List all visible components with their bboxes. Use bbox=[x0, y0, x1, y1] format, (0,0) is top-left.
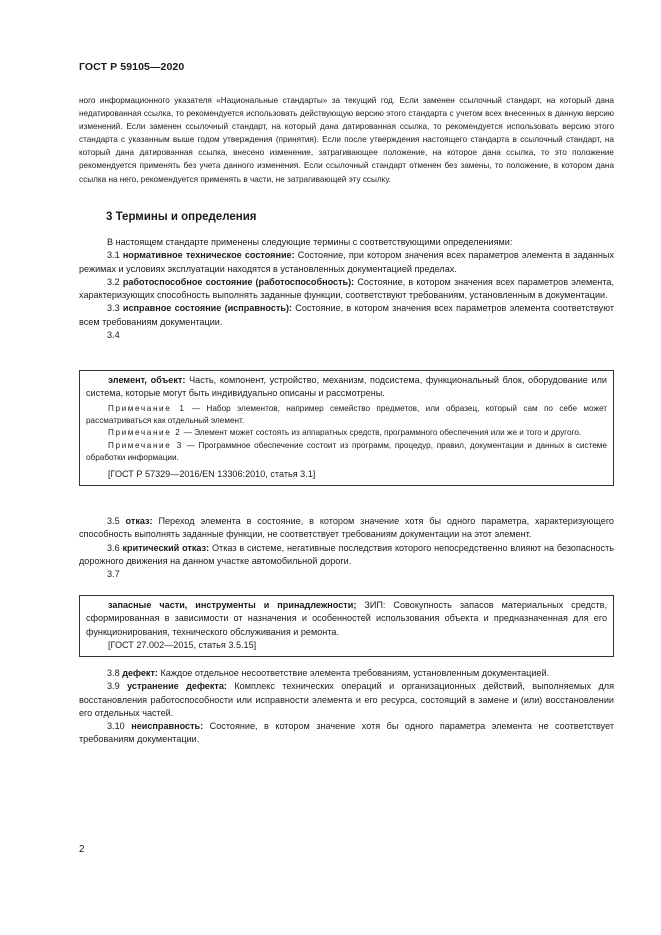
term-definition: Состояние, при котором значения всех параметров элемента в заданных режимах и условиях эксплуатации находятся в установленных документацией пределах. bbox=[79, 250, 614, 274]
term-definition: Состояние, в котором значения всех параметров элемента соответствуют всем требованиям документации. bbox=[79, 303, 614, 327]
term-definition: Состояние, в котором значения всех параметров элемента, характеризующих способность выполнять заданные функции, соответствуют требованиям, установленным в документации. bbox=[79, 276, 614, 301]
terms-block-1 bbox=[79, 236, 614, 342]
term-definition: Переход элемента в состояние, в котором значение хотя бы одного параметра, характеризующего способность выполнять заданные функции, не соответствует требованиям документации на этот элемент. bbox=[79, 516, 614, 540]
term-box-3-7 bbox=[79, 595, 614, 657]
term-definition: Комплекс технических операций и организационных действий, выполняемых для восстановления работоспособности или исправности элемента и его ресурса, состоящий в замене и (или) восстановлении его отдельных частей. bbox=[79, 681, 614, 718]
lead-paragraph: В настоящем стандарте применены следующие термины с соответствующими определениями: bbox=[107, 237, 513, 247]
terms-block-3 bbox=[79, 667, 614, 747]
term-3-3: 3.3 исправное состояние (исправность): Состояние, в котором значения всех параметров элемента соответствуют всем требованиям документации. bbox=[79, 303, 614, 327]
page-number: 2 bbox=[79, 844, 85, 855]
term-title: запасные части, инструменты и принадлежности; bbox=[108, 600, 357, 610]
terms-block-2 bbox=[79, 515, 614, 581]
term-definition: Отказ в системе, негативные последствия которого непосредственно влияют на безопасность дорожного движения на данном участке автомобильной дороги. bbox=[79, 542, 615, 566]
term-3-7 bbox=[86, 599, 607, 639]
term-definition: Состояние, в котором значение хотя бы одного параметра элемента не соответствует требованиям документации. bbox=[79, 721, 614, 745]
term-title: неисправность: bbox=[131, 721, 204, 732]
document-header: ГОСТ Р 59105—2020 bbox=[79, 61, 185, 73]
intro-paragraph: ного информационного указателя «Национальные стандарты» за текущий год. Если заменен ссылочный стандарт, на который дана недатированная ссылка, то рекомендуется использовать действующую версию этого стандарта с учетом всех внесенных в данную версию изменений. Если заменен ссылочный стандарт, на который дана датированная ссылка, то рекомендуется использовать версию этого стандарта с указанным выше годом утверждения (принятия). Если после утверждения настоящего стандарта в ссылочный стандарт, на который дана датированная ссылка, внесено изменение, затрагивающее положение, на которое дана ссылка, то это положение рекомендуется применять без учета данного изменения. Если ссылочный стандарт отменен без замены, то положение, в котором дана ссылка на него, рекомендуется применять в части, не затрагивающей эту ссылку. bbox=[79, 96, 614, 184]
section-title: 3 Термины и определения bbox=[106, 211, 257, 223]
term-definition: Часть, компонент, устройство, механизм, подсистема, функциональный блок, оборудование или система, которые могут быть индивидуально описаны и рассмотрены. bbox=[86, 375, 607, 399]
term-3-4-number: 3.4 bbox=[107, 330, 120, 341]
term-title: устранение дефекта: bbox=[127, 681, 227, 692]
term-title: отказ: bbox=[125, 516, 153, 526]
term-title: работоспособное состояние (работоспособность): bbox=[122, 276, 355, 287]
term-3-4 bbox=[86, 374, 607, 401]
term-title: критический отказ: bbox=[122, 542, 210, 553]
note-2: Примечание 2 — Элемент может состоять из аппаратных средств, программного обеспечения или же и того и другого. bbox=[108, 428, 582, 438]
term-3-1: 3.1 нормативное техническое состояние: Состояние, при котором значения всех параметров элемента в заданных режимах и условиях эксплуатации находятся в установленных документацией пределах. bbox=[79, 250, 614, 274]
source-reference: [ГОСТ 27.002—2015, статья 3.5.15] bbox=[108, 639, 257, 650]
term-definition: Каждое отдельное несоответствие элемента требованиям, установленным документацией. bbox=[157, 668, 550, 678]
term-3-5: 3.5 отказ: Переход элемента в состояние, в котором значение хотя бы одного параметра, характеризующего способность выполнять заданные функции, не соответствует требованиям документации на этот элемент. bbox=[79, 516, 614, 540]
source-reference: [ГОСТ Р 57329—2016/EN 13306:2010, статья 3.1] bbox=[108, 468, 316, 479]
term-3-6: 3.6 критический отказ: Отказ в системе, негативные последствия которого непосредственно влияют на безопасность дорожного движения на данном участке автомобильной дороги. bbox=[79, 542, 615, 566]
term-title: нормативное техническое состояние: bbox=[122, 250, 295, 261]
term-3-7-number: 3.7 bbox=[107, 569, 120, 580]
term-3-2: 3.2 работоспособное состояние (работоспособность): Состояние, в котором значения всех параметров элемента, характеризующих способность выполнять заданные функции, соответствуют требованиям, установленным в документации. bbox=[79, 276, 614, 301]
term-box-3-4 bbox=[79, 370, 614, 486]
term-title: исправное состояние (исправность): bbox=[122, 303, 293, 314]
note-1: Примечание 1 — Набор элементов, например семейство предметов, или образец, который сам по себе может рассматриваться как отдельный элемент. bbox=[86, 403, 608, 425]
term-title: дефект: bbox=[122, 668, 158, 678]
term-3-8: 3.8 дефект: Каждое отдельное несоответствие элемента требованиям, установленным документацией. bbox=[107, 668, 550, 678]
term-definition: ЗИП: Совокупность запасов материальных средств, сформированная в зависимости от назначения и особенностей использования объекта и предназначенная для его функционирования, технического обслуживания и ремонта. bbox=[86, 600, 607, 637]
term-3-10: 3.10 неисправность: Состояние, в котором значение хотя бы одного параметра элемента не соответствует требованиям документации. bbox=[79, 721, 614, 745]
term-title: элемент, объект: bbox=[108, 375, 186, 385]
term-3-9: 3.9 устранение дефекта: Комплекс технических операций и организационных действий, выполняемых для восстановления работоспособности или исправности элемента и его ресурса, состоящий в замене и (или) восстановлении его отдельных частей. bbox=[79, 681, 614, 718]
note-3: Примечание 3 — Программное обеспечение состоит из программ, процедур, правил, документации и данных в системе обработки информации. bbox=[86, 440, 607, 463]
